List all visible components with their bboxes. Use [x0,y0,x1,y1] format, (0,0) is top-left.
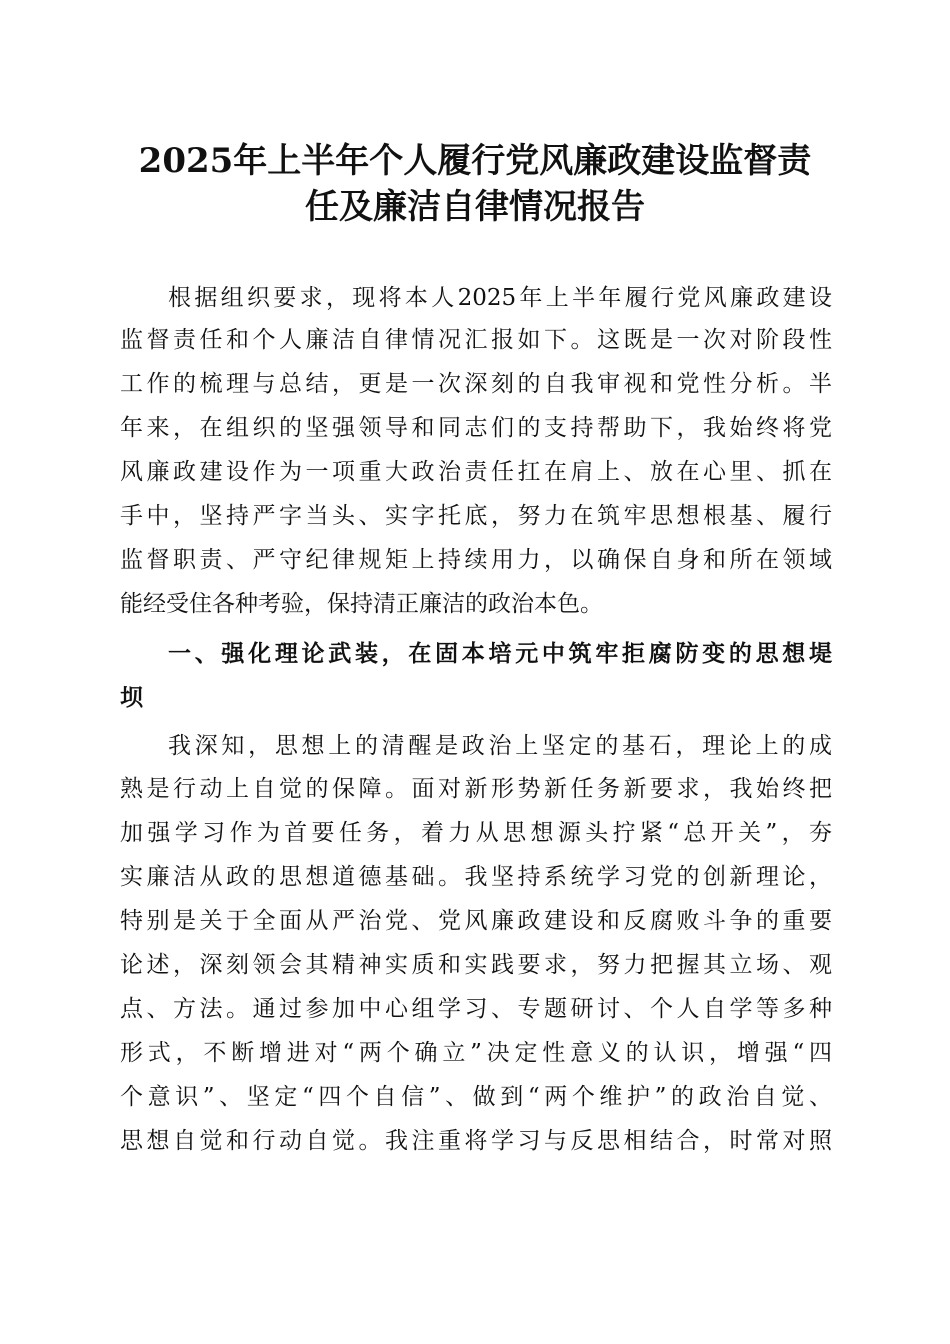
section-1-paragraph-line: 思想自觉和行动自觉。我注重将学习与反思相结合，时常对照 [120,1128,832,1154]
intro-paragraph-line: 根据组织要求，现将本人2025年上半年履行党风廉政建设 [168,285,832,311]
intro-paragraph-line: 风廉政建设作为一项重大政治责任扛在肩上、放在心里、抓在 [120,459,832,485]
intro-paragraph-line: 监督责任和个人廉洁自律情况汇报如下。这既是一次对阶段性 [120,327,832,353]
section-1-paragraph-line: 个意识”、坚定“四个自信”、做到“两个维护”的政治自觉、 [120,1084,832,1110]
section-1-paragraph-line: 熟是行动上自觉的保障。面对新形势新任务新要求，我始终把 [120,776,832,802]
section-1-heading-line: 一、强化理论武装，在固本培元中筑牢拒腐防变的思想堤 [168,641,832,667]
intro-paragraph-line: 工作的梳理与总结，更是一次深刻的自我审视和党性分析。半 [120,371,832,397]
document-title-line-2: 任及廉洁自律情况报告 [305,187,645,227]
intro-paragraph-line: 监督职责、严守纪律规矩上持续用力，以确保自身和所在领域 [120,547,832,573]
section-1-paragraph-line: 加强学习作为首要任务，着力从思想源头拧紧“总开关”，夯 [120,820,832,846]
section-1-heading-line: 坝 [120,685,143,711]
section-1-paragraph-line: 实廉洁从政的思想道德基础。我坚持系统学习党的创新理论， [120,864,832,890]
section-1-paragraph-line: 特别是关于全面从严治党、党风廉政建设和反腐败斗争的重要 [120,908,832,934]
section-1-paragraph-line: 我深知，思想上的清醒是政治上坚定的基石，理论上的成 [168,733,832,759]
document-title-line-1: 2025年上半年个人履行党风廉政建设监督责 [138,141,812,181]
intro-paragraph-line: 能经受住各种考验，保持清正廉洁的政治本色。 [120,591,603,617]
section-1-paragraph-line: 形式，不断增进对“两个确立”决定性意义的认识，增强“四 [120,1040,832,1066]
intro-paragraph-line: 手中，坚持严字当头、实字托底，努力在筑牢思想根基、履行 [120,503,832,529]
section-1-paragraph-line: 论述，深刻领会其精神实质和实践要求，努力把握其立场、观 [120,952,832,978]
intro-paragraph-line: 年来，在组织的坚强领导和同志们的支持帮助下，我始终将党 [120,415,832,441]
section-1-paragraph-line: 点、方法。通过参加中心组学习、专题研讨、个人自学等多种 [120,996,832,1022]
